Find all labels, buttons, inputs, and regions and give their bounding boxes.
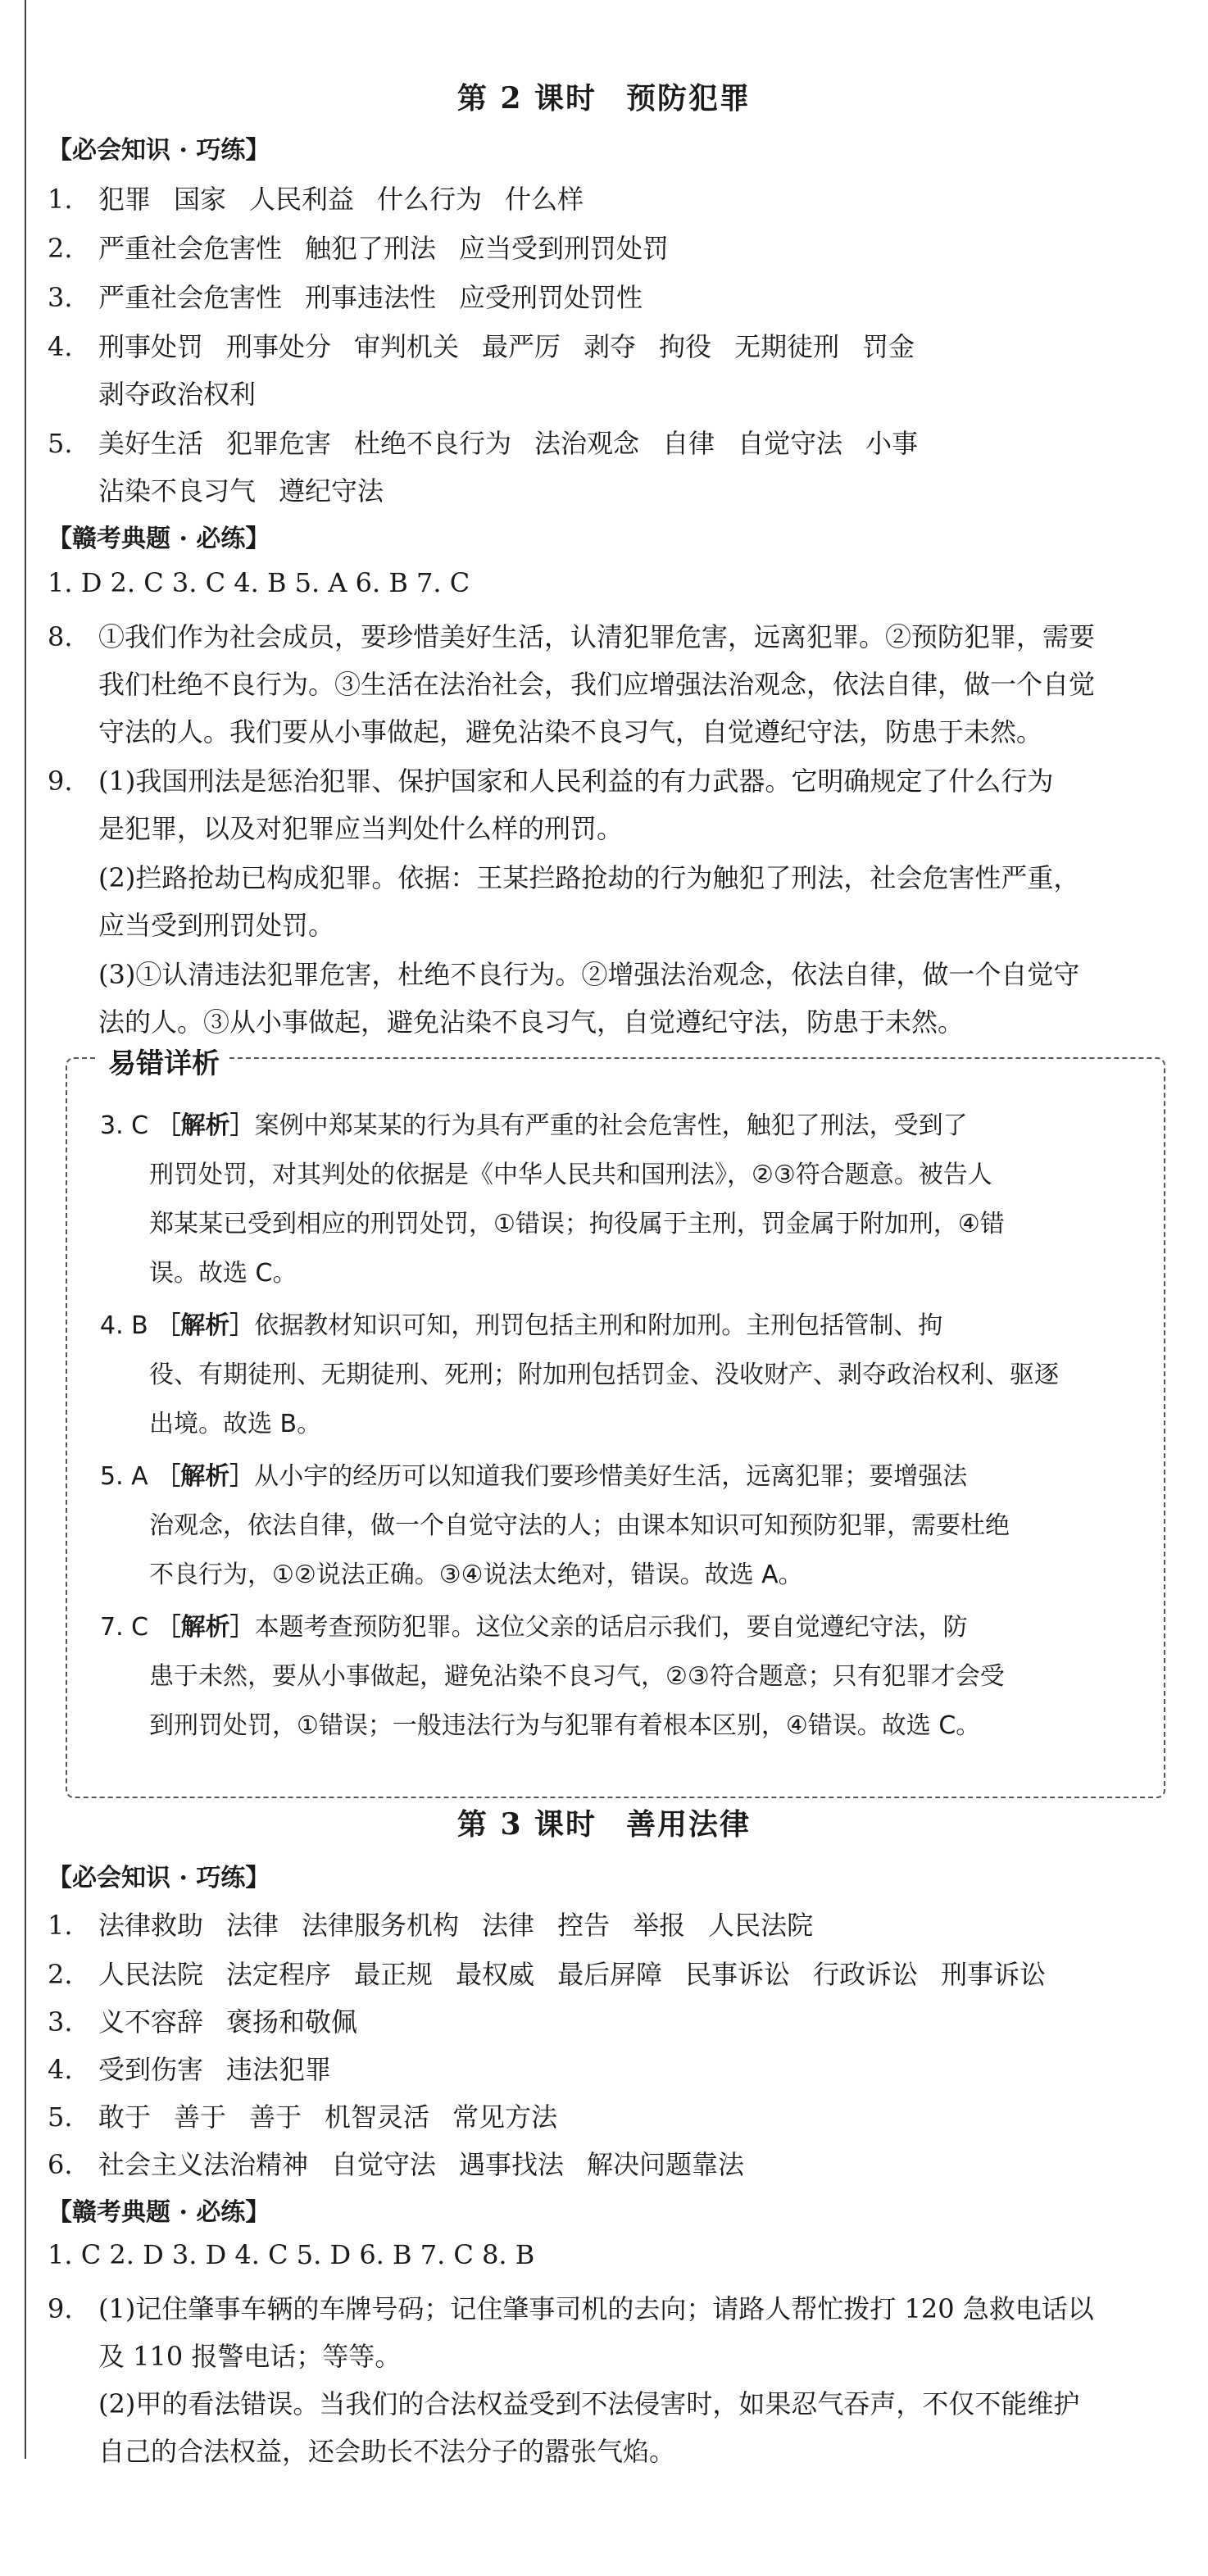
lesson3-knowledge-3 bbox=[48, 2001, 357, 2039]
lesson2-knowledge-heading: 【必会知识 · 巧练】 bbox=[48, 136, 270, 165]
keyword: 自律 bbox=[662, 428, 715, 459]
item-number: 2. bbox=[48, 233, 73, 264]
lesson2-knowledge-4 bbox=[48, 326, 915, 364]
item-number: 1. bbox=[48, 184, 73, 215]
keyword: 严重社会危害性 bbox=[98, 282, 283, 313]
analysis-lead: 5. A bbox=[100, 1462, 148, 1491]
item-number: 4. bbox=[48, 2054, 73, 2085]
lesson2-answer-9-line1 bbox=[48, 761, 1053, 798]
analysis-tag: ［解析］ bbox=[156, 1311, 255, 1340]
keyword: 美好生活 bbox=[98, 428, 204, 459]
analysis-tag: ［解析］ bbox=[156, 1462, 255, 1491]
keyword: 最严厉 bbox=[482, 331, 561, 362]
lesson2-knowledge-1 bbox=[48, 179, 584, 216]
lesson2-answers-1-7: 1. D 2. C 3. C 4. B 5. A 6. B 7. C bbox=[48, 567, 470, 598]
item-number: 3. bbox=[48, 2006, 73, 2038]
keyword: 刑事违法性 bbox=[305, 282, 437, 313]
lesson3-knowledge-heading: 【必会知识 · 巧练】 bbox=[48, 1864, 270, 1892]
item-number: 6. bbox=[48, 2149, 73, 2180]
lesson2-answer-8-line3: 守法的人。我们要从小事做起，避免沾染不良习气，自觉遵纪守法，防患于未然。 bbox=[98, 716, 1043, 747]
analysis-text: 依据教材知识可知，刑罚包括主刑和附加刑。主刑包括管制、拘 bbox=[254, 1311, 943, 1340]
lesson2-knowledge-3 bbox=[48, 277, 643, 315]
left-margin-rule bbox=[25, 0, 26, 2459]
keyword: 敢于 bbox=[98, 2101, 152, 2133]
item-number: 8. bbox=[48, 621, 73, 652]
lesson2-answer-9-line4: 应当受到刑罚处罚。 bbox=[98, 910, 335, 941]
lesson3-exam-heading: 【赣考典题 · 必练】 bbox=[48, 2198, 270, 2227]
item-number: 5. bbox=[48, 428, 73, 459]
item-number: 9. bbox=[48, 766, 73, 797]
lesson2-exam-heading: 【赣考典题 · 必练】 bbox=[48, 525, 270, 553]
lesson3-answer-9-line4: 自己的合法权益，还会助长不法分子的嚣张气焰。 bbox=[98, 2436, 676, 2467]
keyword: 社会主义法治精神 bbox=[98, 2149, 309, 2180]
error-analysis-title: 易错详析 bbox=[98, 1041, 229, 1081]
lesson2-knowledge-2 bbox=[48, 228, 669, 266]
lesson3-answer-9-line2: 及 110 报警电话；等等。 bbox=[98, 2341, 402, 2372]
analysis-3-line2: 刑罚处罚，对其判处的依据是《中华人民共和国刑法》，②③符合题意。被告人 bbox=[149, 1161, 992, 1189]
keyword: 罚金 bbox=[862, 331, 915, 362]
keyword: 解决问题靠法 bbox=[587, 2149, 745, 2180]
lesson2-title-name: 预防犯罪 bbox=[626, 81, 752, 116]
answer-text: (1)我国刑法是惩治犯罪、保护国家和人民利益的有力武器。它明确规定了什么行为 bbox=[98, 766, 1054, 797]
keyword: 国家 bbox=[174, 184, 227, 215]
item-number: 4. bbox=[48, 331, 73, 362]
lesson3-title-number: 第 3 课时 bbox=[456, 1807, 597, 1842]
keyword: 刑事诉讼 bbox=[941, 1959, 1047, 1990]
lesson3-knowledge-4 bbox=[48, 2049, 331, 2087]
keyword: 善于 bbox=[174, 2101, 227, 2133]
keyword: 犯罪 bbox=[98, 184, 152, 215]
keyword: 举报 bbox=[633, 1910, 686, 1941]
analysis-lead: 4. B bbox=[100, 1311, 148, 1340]
lesson3-answers-1-8: 1. C 2. D 3. D 4. C 5. D 6. B 7. C 8. B bbox=[48, 2239, 535, 2270]
analysis-lead: 7. C bbox=[100, 1613, 149, 1642]
analysis-3-line4: 误。故选 C。 bbox=[149, 1259, 297, 1288]
keyword: 机智灵活 bbox=[325, 2101, 430, 2133]
analysis-tag: ［解析］ bbox=[156, 1111, 255, 1140]
keyword: 什么行为 bbox=[377, 184, 483, 215]
keyword: 沾染不良习气 bbox=[98, 475, 257, 507]
item-number: 5. bbox=[48, 2101, 73, 2133]
lesson2-title bbox=[0, 75, 1208, 117]
keyword: 法律 bbox=[482, 1910, 535, 1941]
keyword: 褒扬和敬佩 bbox=[226, 2006, 358, 2038]
analysis-5-line2: 治观念，依法自律，做一个自觉守法的人；由课本知识可知预防犯罪，需要杜绝 bbox=[149, 1511, 1010, 1540]
keyword: 法治观念 bbox=[534, 428, 640, 459]
keyword: 应当受到刑罚处罚 bbox=[459, 233, 670, 264]
analysis-5-line1 bbox=[100, 1456, 967, 1492]
analysis-text: 本题考查预防犯罪。这位父亲的话启示我们，要自觉遵纪守法，防 bbox=[254, 1613, 968, 1642]
keyword: 最后屏障 bbox=[557, 1959, 663, 1990]
keyword: 自觉守法 bbox=[738, 428, 843, 459]
keyword: 民事诉讼 bbox=[685, 1959, 791, 1990]
keyword: 违法犯罪 bbox=[226, 2054, 332, 2085]
lesson2-answer-9-line3: (2)拦路抢劫已构成犯罪。依据：王某拦路抢劫的行为触犯了刑法，社会危害性严重， bbox=[98, 862, 1080, 893]
keyword: 小事 bbox=[865, 428, 919, 459]
keyword: 自觉守法 bbox=[331, 2149, 437, 2180]
lesson2-answer-9-line6: 法的人。③从小事做起，避免沾染不良习气，自觉遵纪守法，防患于未然。 bbox=[98, 1006, 965, 1038]
keyword: 杜绝不良行为 bbox=[354, 428, 512, 459]
keyword: 遇事找法 bbox=[459, 2149, 565, 2180]
keyword: 法定程序 bbox=[226, 1959, 332, 1990]
keyword: 受到伤害 bbox=[98, 2054, 204, 2085]
keyword: 行政诉讼 bbox=[813, 1959, 919, 1990]
analysis-3-line3: 郑某某已受到相应的刑罚处罚，①错误；拘役属于主刑，罚金属于附加刑，④错 bbox=[149, 1210, 1005, 1238]
keyword: 最权威 bbox=[456, 1959, 535, 1990]
keyword: 法律 bbox=[226, 1910, 279, 1941]
analysis-4-line3: 出境。故选 B。 bbox=[149, 1410, 322, 1438]
lesson2-knowledge-4-cont bbox=[98, 374, 256, 411]
keyword: 刑事处罚 bbox=[98, 331, 204, 362]
item-number: 2. bbox=[48, 1959, 73, 1990]
keyword: 刑事处分 bbox=[226, 331, 332, 362]
keyword: 无期徒刑 bbox=[734, 331, 840, 362]
keyword: 审判机关 bbox=[354, 331, 460, 362]
analysis-4-line1 bbox=[100, 1305, 942, 1341]
keyword: 遵纪守法 bbox=[279, 475, 384, 507]
keyword: 触犯了刑法 bbox=[305, 233, 437, 264]
analysis-text: 案例中郑某某的行为具有严重的社会危害性，触犯了刑法，受到了 bbox=[254, 1111, 968, 1140]
lesson3-knowledge-5 bbox=[48, 2097, 557, 2134]
analysis-lead: 3. C bbox=[100, 1111, 149, 1140]
keyword: 人民法院 bbox=[708, 1910, 814, 1941]
analysis-5-line3: 不良行为，①②说法正确。③④说法太绝对，错误。故选 A。 bbox=[149, 1561, 803, 1589]
lesson3-title bbox=[0, 1801, 1208, 1843]
lesson3-answer-9-line1 bbox=[48, 2288, 1094, 2326]
keyword: 法律服务机构 bbox=[302, 1910, 460, 1941]
answer-text: (1)记住肇事车辆的车牌号码；记住肇事司机的去向；请路人帮忙拨打 120 急救电话以 bbox=[98, 2293, 1094, 2324]
lesson3-answer-9-line3: (2)甲的看法错误。当我们的合法权益受到不法侵害时，如果忍气吞声，不仅不能维护 bbox=[98, 2388, 1080, 2419]
analysis-tag: ［解析］ bbox=[156, 1613, 255, 1642]
item-number: 1. bbox=[48, 1910, 73, 1941]
lesson3-knowledge-2 bbox=[48, 1954, 1046, 1992]
keyword: 严重社会危害性 bbox=[98, 233, 283, 264]
item-number: 9. bbox=[48, 2293, 73, 2324]
analysis-3-line1 bbox=[100, 1105, 968, 1141]
keyword: 应受刑罚处罚性 bbox=[459, 282, 643, 313]
analysis-4-line2: 役、有期徒刑、无期徒刑、死刑；附加刑包括罚金、没收财产、剥夺政治权利、驱逐 bbox=[149, 1361, 1059, 1389]
lesson2-answer-8-line1 bbox=[48, 616, 1095, 654]
keyword: 义不容辞 bbox=[98, 2006, 204, 2038]
analysis-7-line2: 患于未然，要从小事做起，避免沾染不良习气，②③符合题意；只有犯罪才会受 bbox=[149, 1662, 1005, 1691]
keyword: 法律救助 bbox=[98, 1910, 204, 1941]
analysis-7-line3: 到刑罚处罚，①错误；一般违法行为与犯罪有着根本区别，④错误。故选 C。 bbox=[149, 1711, 981, 1740]
lesson3-title-name: 善用法律 bbox=[626, 1807, 752, 1842]
keyword: 什么样 bbox=[505, 184, 584, 215]
lesson2-answer-9-line5: (3)①认清违法犯罪危害，杜绝不良行为。②增强法治观念，依法自律，做一个自觉守 bbox=[98, 959, 1080, 990]
keyword: 人民利益 bbox=[249, 184, 355, 215]
analysis-7-line1 bbox=[100, 1606, 968, 1642]
keyword: 犯罪危害 bbox=[226, 428, 332, 459]
item-number: 3. bbox=[48, 282, 73, 313]
keyword: 善于 bbox=[249, 2101, 302, 2133]
lesson2-knowledge-5 bbox=[48, 423, 918, 461]
keyword: 控告 bbox=[557, 1910, 611, 1941]
lesson2-knowledge-5-cont bbox=[98, 470, 384, 508]
keyword: 拘役 bbox=[659, 331, 712, 362]
lesson2-answer-9-line2: 是犯罪，以及对犯罪应当判处什么样的刑罚。 bbox=[98, 813, 624, 844]
lesson3-knowledge-1 bbox=[48, 1905, 813, 1942]
keyword: 剥夺 bbox=[584, 331, 637, 362]
keyword: 常见方法 bbox=[452, 2101, 558, 2133]
lesson2-answer-8-line2: 我们杜绝不良行为。③生活在法治社会，我们应增强法治观念，依法自律，做一个自觉 bbox=[98, 669, 1096, 700]
lesson3-knowledge-6 bbox=[48, 2144, 744, 2182]
lesson2-title-number: 第 2 课时 bbox=[456, 81, 597, 116]
keyword: 最正规 bbox=[354, 1959, 434, 1990]
keyword: 剥夺政治权利 bbox=[98, 379, 257, 410]
analysis-text: 从小宇的经历可以知道我们要珍惜美好生活，远离犯罪；要增强法 bbox=[254, 1462, 968, 1491]
keyword: 人民法院 bbox=[98, 1959, 204, 1990]
answer-text: ①我们作为社会成员，要珍惜美好生活，认清犯罪危害，远离犯罪。②预防犯罪，需要 bbox=[98, 621, 1096, 652]
